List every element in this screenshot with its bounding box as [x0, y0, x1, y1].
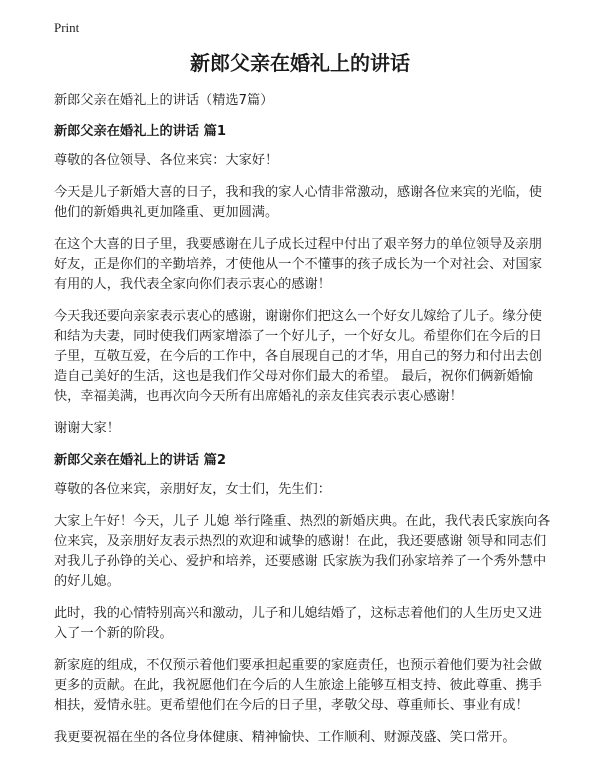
paragraph: 在这个大喜的日子里，我要感谢在儿子成长过程中付出了艰辛努力的单位领导及亲朋好友，正是你们的辛勤培养，才使他从一个不懂事的孩子成长为一个对社会、对国家有用的人，我代表全家向你们表示衷心的感谢！: [54, 237, 542, 292]
paragraph: 我更要祝福在坐的各位身体健康、精神愉快、工作顺利、财源茂盛、笑口常开。: [54, 730, 516, 745]
paragraph: 尊敬的各位领导、各位来宾：大家好！: [54, 153, 279, 168]
paragraph: 今天是儿子新婚大喜的日子，我和我的家人心情非常激动，感谢各位来宾的光临，使他们的新婚典礼更加隆重、更加圆满。: [54, 185, 542, 220]
paragraph: 新家庭的组成，不仅预示着他们要承担起重要的家庭责任，也预示着他们要为社会做更多的贡献。在此，我祝愿他们在今后的人生旅途上能够互相支持、彼此尊重、携手相扶，爱情永驻。更希望他们在今后的日子里，孝敬父母、尊重师长、事业有成！: [54, 658, 542, 713]
section-1: [54, 122, 554, 439]
paragraph: 大家上午好！今天，儿子 儿媳 举行隆重、热烈的新婚庆典。在此，我代表氏家族向各位来宾，及亲朋好友表示热烈的欢迎和诚挚的感谢！在此，我还要感谢 领导和同志们对我儿子孙铮的关心、爱护和培养，还要感谢 氏家族为我们孙家培养了一个秀外慧中的好儿媳。: [54, 514, 551, 589]
section-heading: 新郎父亲在婚礼上的讲话 篇2: [54, 453, 227, 468]
section-heading: 新郎父亲在婚礼上的讲话 篇1: [54, 124, 227, 139]
paragraph: 尊敬的各位来宾，亲朋好友，女士们，先生们：: [54, 482, 331, 497]
paragraph: 今天我还要向亲家表示衷心的感谢，谢谢你们把这么一个好女儿嫁给了儿子。缘分使和结为夫妻，同时使我们两家增添了一个好儿子，一个好女儿。希望你们在今后的日子里，互敬互爱，在今后的工作中，各自展现自己的才华，用自己的努力和付出去创造自己美好的生活，这也是我们作父母对你们最大的希望。 最后，祝你们俩新婚愉快，幸福美满，也再次向今天所有出席婚礼的亲友佳宾表示衷心感谢！: [54, 309, 542, 404]
paragraph: 谢谢大家！: [54, 421, 120, 436]
print-link[interactable]: Print: [54, 20, 80, 35]
document-body: [54, 91, 554, 760]
paragraph: 此时，我的心情特别高兴和激动，儿子和儿媳结婚了，这标志着他们的人生历史又进入了一个新的阶段。: [54, 606, 542, 641]
document-subtitle: 新郎父亲在婚礼上的讲话（精选7篇）: [54, 93, 274, 108]
section-2: [54, 451, 554, 748]
page-title: 新郎父亲在婚礼上的讲话: [190, 51, 410, 75]
